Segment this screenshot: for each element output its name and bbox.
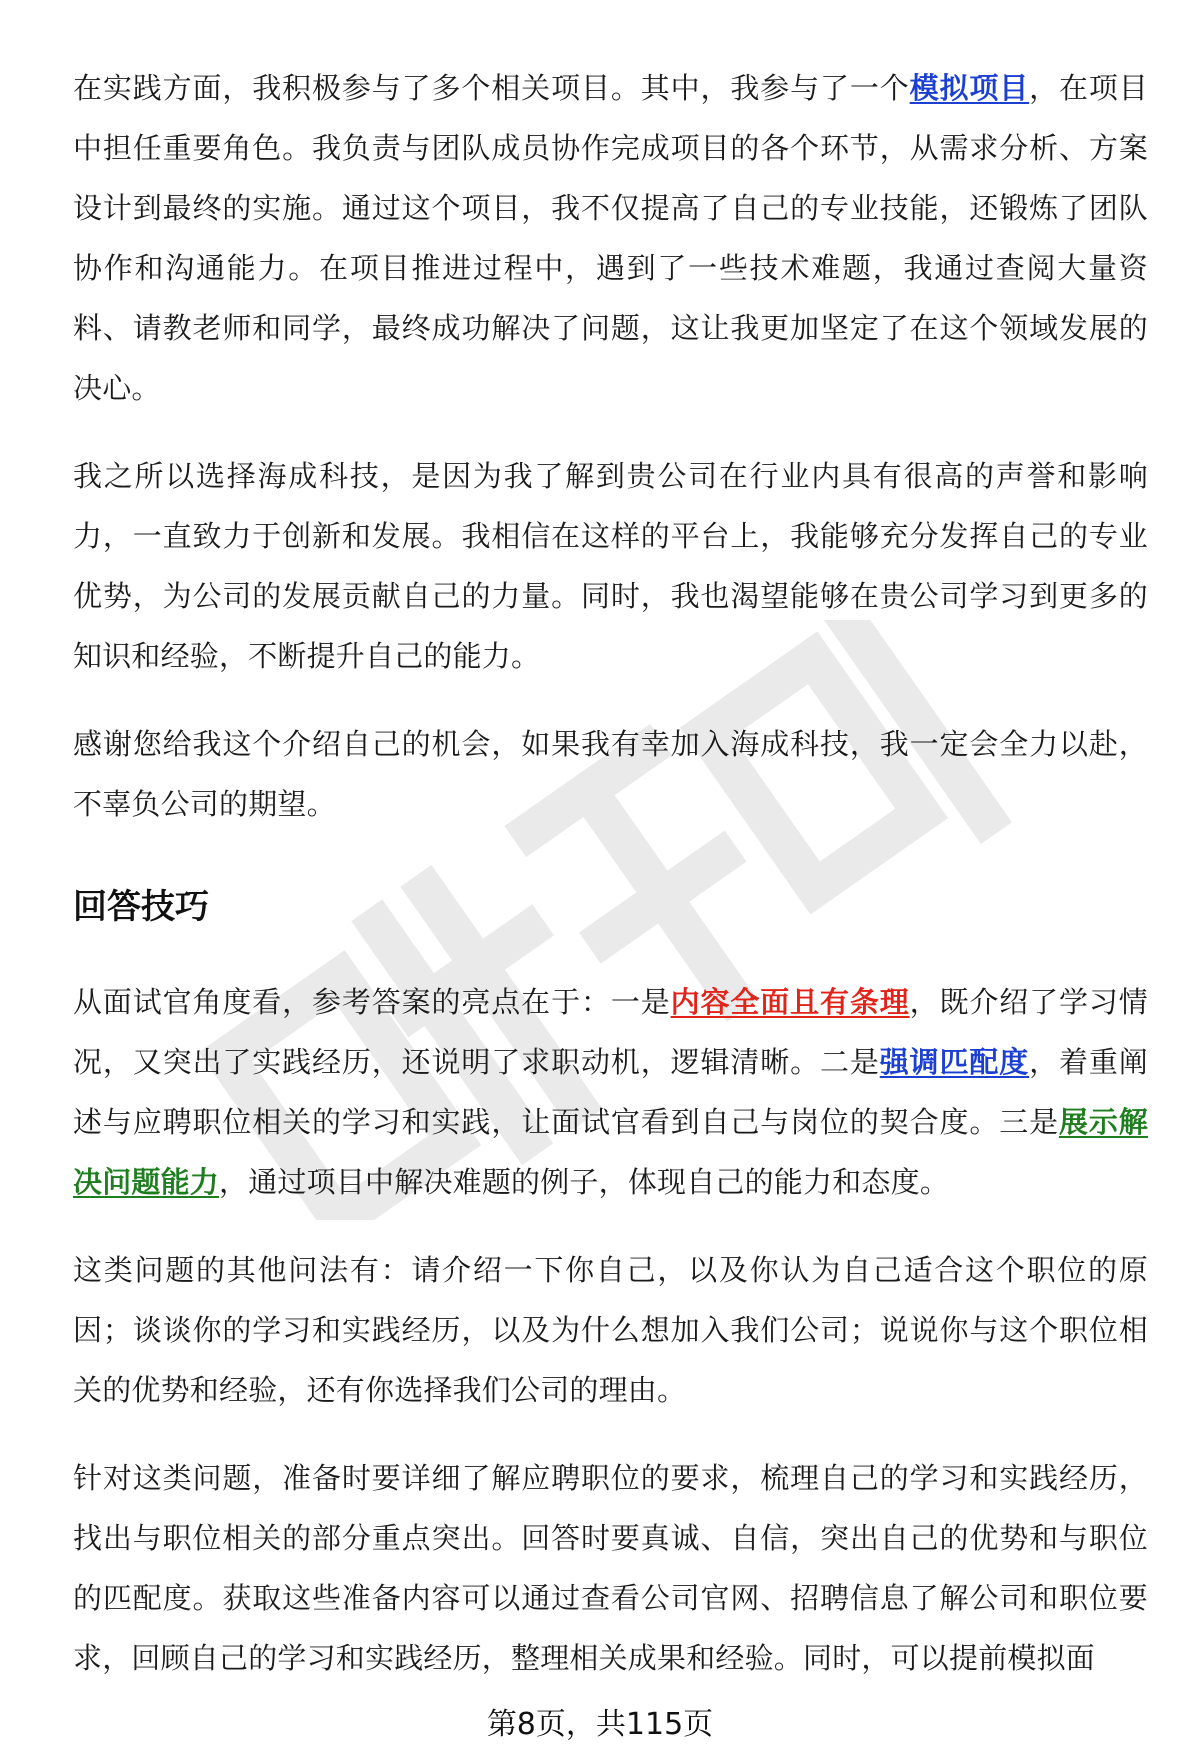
text-segment: 这类问题的其他问法有：请介绍一下你自己，以及你认为自己适合这个职位的原因；谈谈你的学习和实践经历，以及为什么想加入我们公司；说说你与这个职位相关的优势和经验，还有你选择我们公司的理由。 [73,1253,1148,1407]
body-text-bottom [73,972,1148,1688]
text-segment: ，既介绍了学习情况，又突出了实践经历，还说明了求职动机，逻辑清晰。二是 [73,985,1148,1079]
highlight-red: 内容全面且有条理 [670,985,910,1019]
text-segment: ，在项目中担任重要角色。我负责与团队成员协作完成项目的各个环节，从需求分析、方案设计到最终的实施。通过这个项目，我不仅提高了自己的专业技能，还锻炼了团队协作和沟通能力。在项目推进过程中，遇到了一些技术难题，我通过查阅大量资料、请教老师和同学，最终成功解决了问题，这让我更加坚定了在这个领域发展的决心。 [73,71,1148,405]
text-segment: ，着重阐述与应聘职位相关的学习和实践，让面试官看到自己与岗位的契合度。三是 [73,1045,1148,1139]
paragraph-thanks [73,714,1148,834]
text-segment: ，通过项目中解决难题的例子，体现自己的能力和态度。 [219,1165,950,1199]
highlight-green: 展示解决问题能力 [73,1105,1148,1199]
paragraph-alternatives [73,1240,1148,1420]
text-segment: 从面试官角度看，参考答案的亮点在于：一是 [73,985,671,1019]
text-segment: 针对这类问题，准备时要详细了解应聘职位的要求，梳理自己的学习和实践经历，找出与职位相关的部分重点突出。回答时要真诚、自信，突出自己的优势和与职位的匹配度。获取这些准备内容可以通过查看公司官网、招聘信息了解公司和职位要求，回顾自己的学习和实践经历，整理相关成果和经验。同时，可以提前模拟面 [73,1461,1148,1675]
paragraph-practice [73,58,1148,418]
paragraph-motivation [73,446,1148,686]
highlight-blue: 模拟项目 [909,71,1030,105]
document-page [73,58,1148,1688]
body-text-top [73,58,1148,834]
highlight-blue: 强调匹配度 [879,1045,1030,1079]
text-segment: 我之所以选择海成科技，是因为我了解到贵公司在行业内具有很高的声誉和影响力，一直致力于创新和发展。我相信在这样的平台上，我能够充分发挥自己的专业优势，为公司的发展贡献自己的力量。同时，我也渴望能够在贵公司学习到更多的知识和经验，不断提升自己的能力。 [73,459,1148,673]
page-footer: 第8页，共115页 [486,1707,714,1742]
text-segment: 在实践方面，我积极参与了多个相关项目。其中，我参与了一个 [73,71,910,105]
text-segment: 感谢您给我这个介绍自己的机会，如果我有幸加入海成科技，我一定会全力以赴，不辜负公司的期望。 [73,727,1148,821]
section-heading: 回答技巧 [73,887,209,927]
paragraph-highlights [73,972,1148,1212]
paragraph-preparation [73,1448,1148,1688]
